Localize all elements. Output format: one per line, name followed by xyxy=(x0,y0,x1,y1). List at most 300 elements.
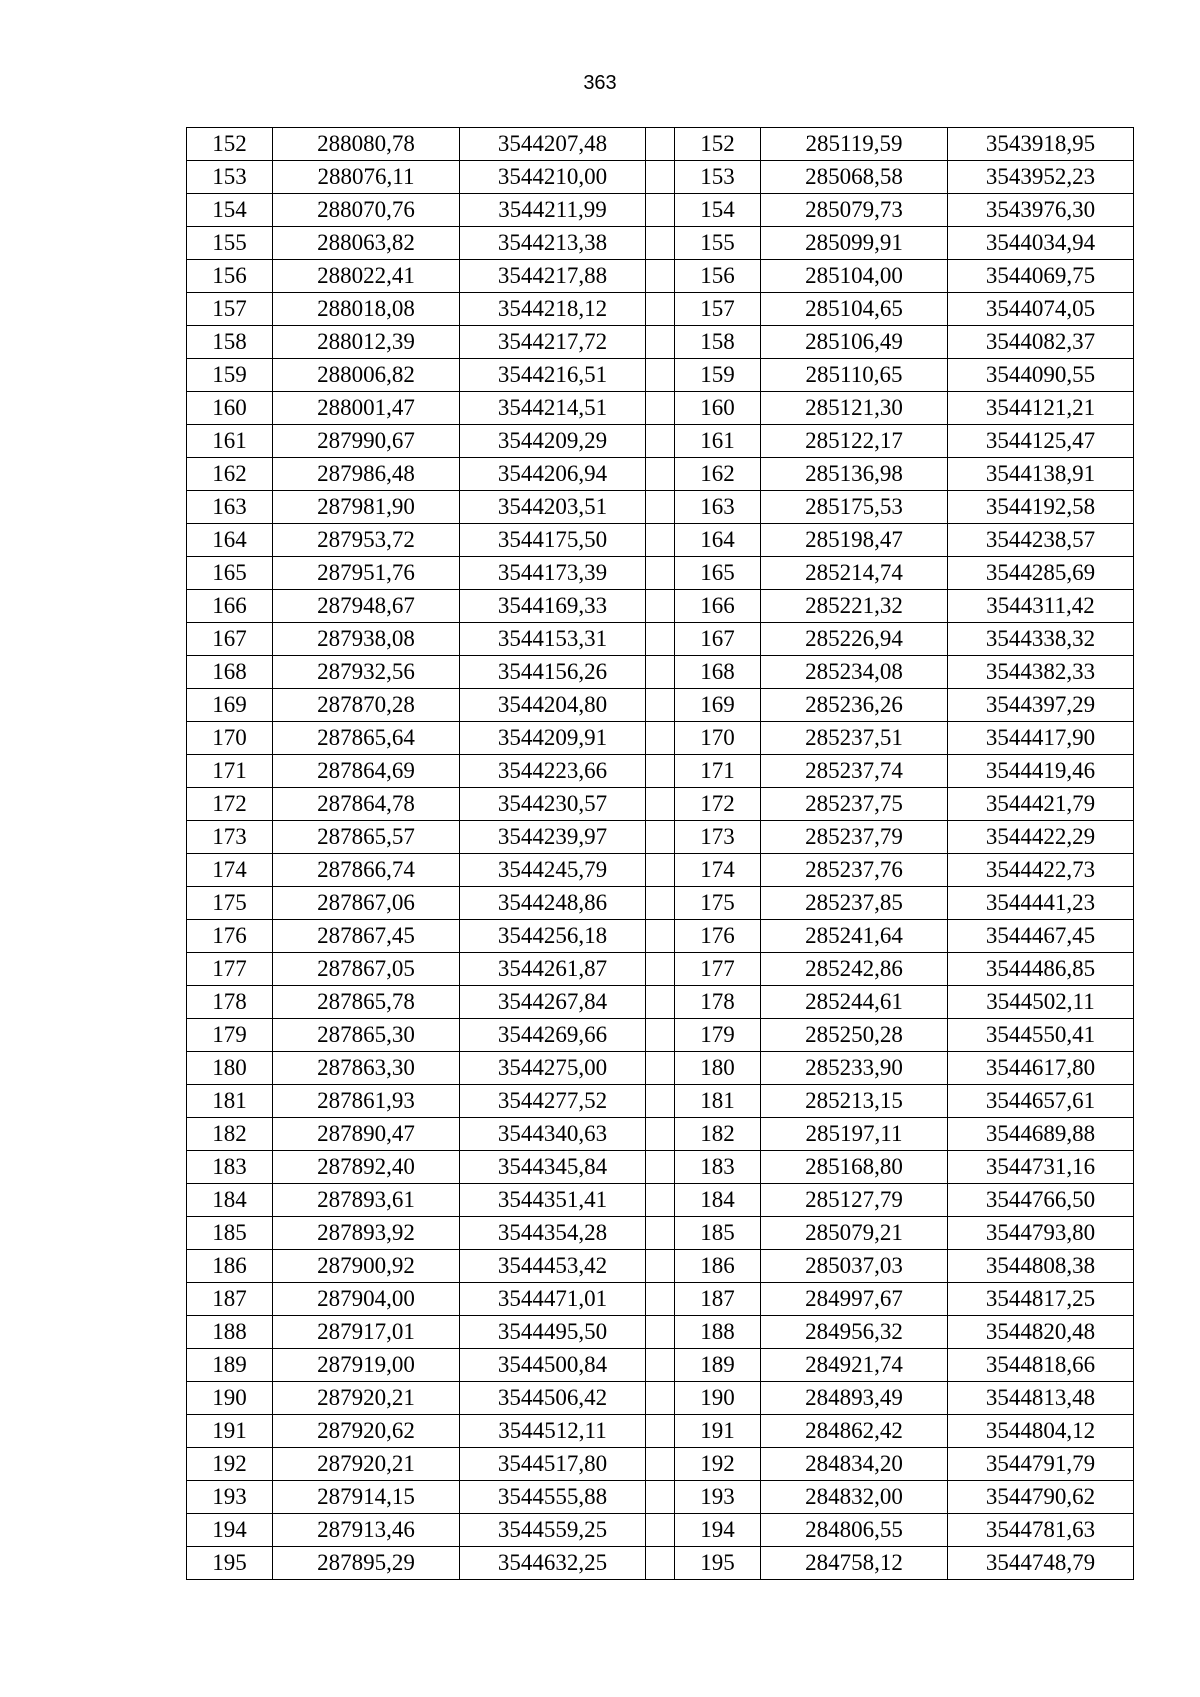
point-number-left: 175 xyxy=(187,887,273,920)
x-coordinate-left: 287867,05 xyxy=(273,953,460,986)
x-coordinate-left: 287892,40 xyxy=(273,1151,460,1184)
x-coordinate-left: 287867,06 xyxy=(273,887,460,920)
table-row xyxy=(187,392,1134,425)
x-coordinate-left: 287865,57 xyxy=(273,821,460,854)
y-coordinate-right: 3544138,91 xyxy=(948,458,1134,491)
table-row xyxy=(187,1415,1134,1448)
y-coordinate-left: 3544340,63 xyxy=(460,1118,646,1151)
table-row xyxy=(187,1349,1134,1382)
table-row xyxy=(187,1382,1134,1415)
spacer-cell xyxy=(646,953,675,986)
x-coordinate-right: 285037,03 xyxy=(761,1250,948,1283)
x-coordinate-right: 285104,00 xyxy=(761,260,948,293)
point-number-right: 190 xyxy=(675,1382,761,1415)
x-coordinate-right: 284834,20 xyxy=(761,1448,948,1481)
x-coordinate-right: 285214,74 xyxy=(761,557,948,590)
x-coordinate-right: 285237,76 xyxy=(761,854,948,887)
spacer-cell xyxy=(646,623,675,656)
spacer-cell xyxy=(646,1283,675,1316)
point-number-left: 168 xyxy=(187,656,273,689)
point-number-left: 179 xyxy=(187,1019,273,1052)
table-row xyxy=(187,1151,1134,1184)
spacer-cell xyxy=(646,722,675,755)
y-coordinate-left: 3544213,38 xyxy=(460,227,646,260)
y-coordinate-left: 3544512,11 xyxy=(460,1415,646,1448)
y-coordinate-right: 3544793,80 xyxy=(948,1217,1134,1250)
spacer-cell xyxy=(646,689,675,722)
point-number-right: 179 xyxy=(675,1019,761,1052)
y-coordinate-right: 3544069,75 xyxy=(948,260,1134,293)
spacer-cell xyxy=(646,1316,675,1349)
table-row xyxy=(187,128,1134,161)
y-coordinate-right: 3544689,88 xyxy=(948,1118,1134,1151)
table-row xyxy=(187,1085,1134,1118)
point-number-left: 170 xyxy=(187,722,273,755)
y-coordinate-right: 3544422,29 xyxy=(948,821,1134,854)
x-coordinate-right: 285237,51 xyxy=(761,722,948,755)
x-coordinate-left: 288070,76 xyxy=(273,194,460,227)
point-number-right: 187 xyxy=(675,1283,761,1316)
point-number-left: 195 xyxy=(187,1547,273,1580)
x-coordinate-left: 287917,01 xyxy=(273,1316,460,1349)
y-coordinate-left: 3544267,84 xyxy=(460,986,646,1019)
y-coordinate-right: 3544791,79 xyxy=(948,1448,1134,1481)
point-number-right: 171 xyxy=(675,755,761,788)
spacer-cell xyxy=(646,260,675,293)
point-number-left: 156 xyxy=(187,260,273,293)
x-coordinate-right: 285136,98 xyxy=(761,458,948,491)
table-row xyxy=(187,161,1134,194)
spacer-cell xyxy=(646,1547,675,1580)
x-coordinate-left: 287920,21 xyxy=(273,1448,460,1481)
y-coordinate-left: 3544354,28 xyxy=(460,1217,646,1250)
x-coordinate-left: 287990,67 xyxy=(273,425,460,458)
x-coordinate-right: 284862,42 xyxy=(761,1415,948,1448)
y-coordinate-right: 3544397,29 xyxy=(948,689,1134,722)
x-coordinate-right: 285242,86 xyxy=(761,953,948,986)
point-number-left: 193 xyxy=(187,1481,273,1514)
x-coordinate-right: 285110,65 xyxy=(761,359,948,392)
point-number-left: 157 xyxy=(187,293,273,326)
x-coordinate-right: 285127,79 xyxy=(761,1184,948,1217)
point-number-left: 172 xyxy=(187,788,273,821)
spacer-cell xyxy=(646,755,675,788)
y-coordinate-left: 3544256,18 xyxy=(460,920,646,953)
y-coordinate-right: 3544285,69 xyxy=(948,557,1134,590)
x-coordinate-left: 287932,56 xyxy=(273,656,460,689)
point-number-left: 162 xyxy=(187,458,273,491)
point-number-right: 173 xyxy=(675,821,761,854)
y-coordinate-right: 3543976,30 xyxy=(948,194,1134,227)
table-row xyxy=(187,227,1134,260)
table-row xyxy=(187,986,1134,1019)
y-coordinate-right: 3544813,48 xyxy=(948,1382,1134,1415)
table-row xyxy=(187,887,1134,920)
point-number-right: 152 xyxy=(675,128,761,161)
table-row xyxy=(187,260,1134,293)
point-number-right: 158 xyxy=(675,326,761,359)
x-coordinate-right: 285237,74 xyxy=(761,755,948,788)
point-number-right: 172 xyxy=(675,788,761,821)
y-coordinate-right: 3544617,80 xyxy=(948,1052,1134,1085)
y-coordinate-left: 3544275,00 xyxy=(460,1052,646,1085)
spacer-cell xyxy=(646,887,675,920)
x-coordinate-right: 285104,65 xyxy=(761,293,948,326)
point-number-right: 195 xyxy=(675,1547,761,1580)
table-row xyxy=(187,689,1134,722)
point-number-left: 194 xyxy=(187,1514,273,1547)
x-coordinate-right: 285233,90 xyxy=(761,1052,948,1085)
x-coordinate-left: 288001,47 xyxy=(273,392,460,425)
point-number-left: 190 xyxy=(187,1382,273,1415)
x-coordinate-left: 287920,62 xyxy=(273,1415,460,1448)
point-number-right: 155 xyxy=(675,227,761,260)
table-row xyxy=(187,1019,1134,1052)
spacer-cell xyxy=(646,1415,675,1448)
point-number-left: 191 xyxy=(187,1415,273,1448)
x-coordinate-left: 287920,21 xyxy=(273,1382,460,1415)
point-number-left: 180 xyxy=(187,1052,273,1085)
spacer-cell xyxy=(646,920,675,953)
point-number-left: 173 xyxy=(187,821,273,854)
point-number-right: 180 xyxy=(675,1052,761,1085)
point-number-right: 166 xyxy=(675,590,761,623)
y-coordinate-left: 3544471,01 xyxy=(460,1283,646,1316)
x-coordinate-right: 285237,75 xyxy=(761,788,948,821)
y-coordinate-right: 3544790,62 xyxy=(948,1481,1134,1514)
point-number-left: 155 xyxy=(187,227,273,260)
y-coordinate-right: 3544192,58 xyxy=(948,491,1134,524)
x-coordinate-left: 288063,82 xyxy=(273,227,460,260)
point-number-left: 169 xyxy=(187,689,273,722)
y-coordinate-right: 3544486,85 xyxy=(948,953,1134,986)
x-coordinate-right: 284956,32 xyxy=(761,1316,948,1349)
y-coordinate-right: 3544238,57 xyxy=(948,524,1134,557)
y-coordinate-right: 3544766,50 xyxy=(948,1184,1134,1217)
spacer-cell xyxy=(646,788,675,821)
point-number-right: 178 xyxy=(675,986,761,1019)
table-row xyxy=(187,1184,1134,1217)
point-number-right: 161 xyxy=(675,425,761,458)
spacer-cell xyxy=(646,1349,675,1382)
x-coordinate-left: 287864,69 xyxy=(273,755,460,788)
coordinates-table-body xyxy=(187,128,1134,1580)
table-row xyxy=(187,524,1134,557)
point-number-left: 154 xyxy=(187,194,273,227)
table-row xyxy=(187,953,1134,986)
spacer-cell xyxy=(646,128,675,161)
x-coordinate-right: 285241,64 xyxy=(761,920,948,953)
spacer-cell xyxy=(646,557,675,590)
table-row xyxy=(187,854,1134,887)
spacer-cell xyxy=(646,1250,675,1283)
x-coordinate-left: 287867,45 xyxy=(273,920,460,953)
spacer-cell xyxy=(646,1151,675,1184)
x-coordinate-right: 285237,85 xyxy=(761,887,948,920)
y-coordinate-right: 3544818,66 xyxy=(948,1349,1134,1382)
x-coordinate-left: 288018,08 xyxy=(273,293,460,326)
y-coordinate-left: 3544517,80 xyxy=(460,1448,646,1481)
point-number-left: 160 xyxy=(187,392,273,425)
point-number-right: 194 xyxy=(675,1514,761,1547)
y-coordinate-left: 3544223,66 xyxy=(460,755,646,788)
x-coordinate-right: 285213,15 xyxy=(761,1085,948,1118)
point-number-left: 171 xyxy=(187,755,273,788)
spacer-cell xyxy=(646,821,675,854)
spacer-cell xyxy=(646,161,675,194)
coordinates-table xyxy=(186,127,1134,1580)
point-number-left: 166 xyxy=(187,590,273,623)
table-row xyxy=(187,425,1134,458)
table-row xyxy=(187,326,1134,359)
point-number-left: 183 xyxy=(187,1151,273,1184)
point-number-left: 181 xyxy=(187,1085,273,1118)
spacer-cell xyxy=(646,458,675,491)
y-coordinate-right: 3544311,42 xyxy=(948,590,1134,623)
point-number-right: 160 xyxy=(675,392,761,425)
table-row xyxy=(187,755,1134,788)
point-number-right: 163 xyxy=(675,491,761,524)
x-coordinate-left: 287951,76 xyxy=(273,557,460,590)
spacer-cell xyxy=(646,425,675,458)
point-number-right: 185 xyxy=(675,1217,761,1250)
y-coordinate-right: 3544074,05 xyxy=(948,293,1134,326)
table-row xyxy=(187,788,1134,821)
y-coordinate-left: 3544207,48 xyxy=(460,128,646,161)
y-coordinate-left: 3544277,52 xyxy=(460,1085,646,1118)
spacer-cell xyxy=(646,227,675,260)
x-coordinate-left: 287864,78 xyxy=(273,788,460,821)
point-number-left: 176 xyxy=(187,920,273,953)
x-coordinate-left: 287863,30 xyxy=(273,1052,460,1085)
point-number-right: 162 xyxy=(675,458,761,491)
x-coordinate-left: 288076,11 xyxy=(273,161,460,194)
point-number-right: 182 xyxy=(675,1118,761,1151)
y-coordinate-right: 3544804,12 xyxy=(948,1415,1134,1448)
x-coordinate-right: 284893,49 xyxy=(761,1382,948,1415)
table-row xyxy=(187,359,1134,392)
y-coordinate-left: 3544245,79 xyxy=(460,854,646,887)
y-coordinate-left: 3544345,84 xyxy=(460,1151,646,1184)
spacer-cell xyxy=(646,986,675,1019)
y-coordinate-left: 3544495,50 xyxy=(460,1316,646,1349)
y-coordinate-left: 3544209,29 xyxy=(460,425,646,458)
y-coordinate-right: 3544748,79 xyxy=(948,1547,1134,1580)
x-coordinate-right: 285121,30 xyxy=(761,392,948,425)
table-row xyxy=(187,623,1134,656)
y-coordinate-right: 3544338,32 xyxy=(948,623,1134,656)
point-number-left: 182 xyxy=(187,1118,273,1151)
point-number-right: 175 xyxy=(675,887,761,920)
x-coordinate-left: 287904,00 xyxy=(273,1283,460,1316)
spacer-cell xyxy=(646,392,675,425)
spacer-cell xyxy=(646,1184,675,1217)
y-coordinate-right: 3544125,47 xyxy=(948,425,1134,458)
point-number-left: 164 xyxy=(187,524,273,557)
x-coordinate-right: 285250,28 xyxy=(761,1019,948,1052)
spacer-cell xyxy=(646,1514,675,1547)
x-coordinate-left: 288012,39 xyxy=(273,326,460,359)
y-coordinate-left: 3544239,97 xyxy=(460,821,646,854)
x-coordinate-right: 284997,67 xyxy=(761,1283,948,1316)
point-number-right: 186 xyxy=(675,1250,761,1283)
y-coordinate-right: 3544657,61 xyxy=(948,1085,1134,1118)
table-row xyxy=(187,557,1134,590)
point-number-left: 186 xyxy=(187,1250,273,1283)
point-number-left: 174 xyxy=(187,854,273,887)
y-coordinate-left: 3544632,25 xyxy=(460,1547,646,1580)
table-row xyxy=(187,1481,1134,1514)
spacer-cell xyxy=(646,326,675,359)
y-coordinate-right: 3544121,21 xyxy=(948,392,1134,425)
y-coordinate-left: 3544559,25 xyxy=(460,1514,646,1547)
x-coordinate-right: 285175,53 xyxy=(761,491,948,524)
point-number-left: 159 xyxy=(187,359,273,392)
spacer-cell xyxy=(646,524,675,557)
point-number-right: 174 xyxy=(675,854,761,887)
table-row xyxy=(187,1514,1134,1547)
table-row xyxy=(187,1052,1134,1085)
point-number-right: 188 xyxy=(675,1316,761,1349)
y-coordinate-left: 3544500,84 xyxy=(460,1349,646,1382)
x-coordinate-right: 285068,58 xyxy=(761,161,948,194)
point-number-right: 176 xyxy=(675,920,761,953)
point-number-right: 159 xyxy=(675,359,761,392)
point-number-left: 189 xyxy=(187,1349,273,1382)
point-number-right: 183 xyxy=(675,1151,761,1184)
x-coordinate-right: 285234,08 xyxy=(761,656,948,689)
y-coordinate-right: 3544441,23 xyxy=(948,887,1134,920)
spacer-cell xyxy=(646,491,675,524)
table-row xyxy=(187,491,1134,524)
spacer-cell xyxy=(646,293,675,326)
point-number-left: 192 xyxy=(187,1448,273,1481)
x-coordinate-right: 285197,11 xyxy=(761,1118,948,1151)
spacer-cell xyxy=(646,194,675,227)
y-coordinate-right: 3544820,48 xyxy=(948,1316,1134,1349)
x-coordinate-right: 285119,59 xyxy=(761,128,948,161)
y-coordinate-left: 3544173,39 xyxy=(460,557,646,590)
point-number-right: 167 xyxy=(675,623,761,656)
x-coordinate-left: 287953,72 xyxy=(273,524,460,557)
x-coordinate-left: 287981,90 xyxy=(273,491,460,524)
y-coordinate-right: 3544082,37 xyxy=(948,326,1134,359)
x-coordinate-left: 287893,92 xyxy=(273,1217,460,1250)
x-coordinate-right: 285168,80 xyxy=(761,1151,948,1184)
x-coordinate-right: 285079,21 xyxy=(761,1217,948,1250)
y-coordinate-right: 3544421,79 xyxy=(948,788,1134,821)
point-number-right: 165 xyxy=(675,557,761,590)
y-coordinate-left: 3544506,42 xyxy=(460,1382,646,1415)
table-row xyxy=(187,656,1134,689)
spacer-cell xyxy=(646,1085,675,1118)
y-coordinate-right: 3544467,45 xyxy=(948,920,1134,953)
x-coordinate-right: 284921,74 xyxy=(761,1349,948,1382)
x-coordinate-right: 285122,17 xyxy=(761,425,948,458)
x-coordinate-left: 287866,74 xyxy=(273,854,460,887)
table-row xyxy=(187,920,1134,953)
y-coordinate-left: 3544204,80 xyxy=(460,689,646,722)
x-coordinate-left: 288080,78 xyxy=(273,128,460,161)
point-number-left: 165 xyxy=(187,557,273,590)
y-coordinate-left: 3544216,51 xyxy=(460,359,646,392)
spacer-cell xyxy=(646,1019,675,1052)
y-coordinate-left: 3544156,26 xyxy=(460,656,646,689)
y-coordinate-left: 3544453,42 xyxy=(460,1250,646,1283)
spacer-cell xyxy=(646,1217,675,1250)
x-coordinate-right: 285079,73 xyxy=(761,194,948,227)
x-coordinate-left: 288006,82 xyxy=(273,359,460,392)
table-row xyxy=(187,1217,1134,1250)
table-row xyxy=(187,194,1134,227)
x-coordinate-right: 285106,49 xyxy=(761,326,948,359)
point-number-left: 177 xyxy=(187,953,273,986)
x-coordinate-right: 285198,47 xyxy=(761,524,948,557)
spacer-cell xyxy=(646,359,675,392)
spacer-cell xyxy=(646,1481,675,1514)
x-coordinate-right: 284806,55 xyxy=(761,1514,948,1547)
point-number-right: 189 xyxy=(675,1349,761,1382)
y-coordinate-right: 3544808,38 xyxy=(948,1250,1134,1283)
y-coordinate-right: 3544034,94 xyxy=(948,227,1134,260)
x-coordinate-right: 285237,79 xyxy=(761,821,948,854)
y-coordinate-left: 3544555,88 xyxy=(460,1481,646,1514)
point-number-left: 158 xyxy=(187,326,273,359)
point-number-left: 161 xyxy=(187,425,273,458)
x-coordinate-left: 287865,30 xyxy=(273,1019,460,1052)
y-coordinate-left: 3544210,00 xyxy=(460,161,646,194)
spacer-cell xyxy=(646,1118,675,1151)
point-number-right: 184 xyxy=(675,1184,761,1217)
y-coordinate-right: 3544422,73 xyxy=(948,854,1134,887)
point-number-left: 153 xyxy=(187,161,273,194)
point-number-right: 169 xyxy=(675,689,761,722)
y-coordinate-left: 3544206,94 xyxy=(460,458,646,491)
x-coordinate-right: 285221,32 xyxy=(761,590,948,623)
point-number-right: 193 xyxy=(675,1481,761,1514)
point-number-right: 192 xyxy=(675,1448,761,1481)
x-coordinate-left: 287914,15 xyxy=(273,1481,460,1514)
point-number-right: 157 xyxy=(675,293,761,326)
x-coordinate-left: 287986,48 xyxy=(273,458,460,491)
table-row xyxy=(187,821,1134,854)
y-coordinate-left: 3544153,31 xyxy=(460,623,646,656)
y-coordinate-right: 3544382,33 xyxy=(948,656,1134,689)
table-row xyxy=(187,1283,1134,1316)
y-coordinate-left: 3544351,41 xyxy=(460,1184,646,1217)
y-coordinate-right: 3544502,11 xyxy=(948,986,1134,1019)
x-coordinate-right: 284758,12 xyxy=(761,1547,948,1580)
y-coordinate-right: 3544781,63 xyxy=(948,1514,1134,1547)
y-coordinate-left: 3544217,72 xyxy=(460,326,646,359)
y-coordinate-right: 3544419,46 xyxy=(948,755,1134,788)
point-number-right: 191 xyxy=(675,1415,761,1448)
table-row xyxy=(187,458,1134,491)
point-number-left: 163 xyxy=(187,491,273,524)
y-coordinate-left: 3544248,86 xyxy=(460,887,646,920)
y-coordinate-left: 3544169,33 xyxy=(460,590,646,623)
x-coordinate-left: 287893,61 xyxy=(273,1184,460,1217)
table-row xyxy=(187,1316,1134,1349)
y-coordinate-left: 3544261,87 xyxy=(460,953,646,986)
point-number-left: 167 xyxy=(187,623,273,656)
x-coordinate-right: 285226,94 xyxy=(761,623,948,656)
y-coordinate-left: 3544175,50 xyxy=(460,524,646,557)
y-coordinate-left: 3544269,66 xyxy=(460,1019,646,1052)
table-row xyxy=(187,1118,1134,1151)
x-coordinate-left: 287865,78 xyxy=(273,986,460,1019)
spacer-cell xyxy=(646,590,675,623)
